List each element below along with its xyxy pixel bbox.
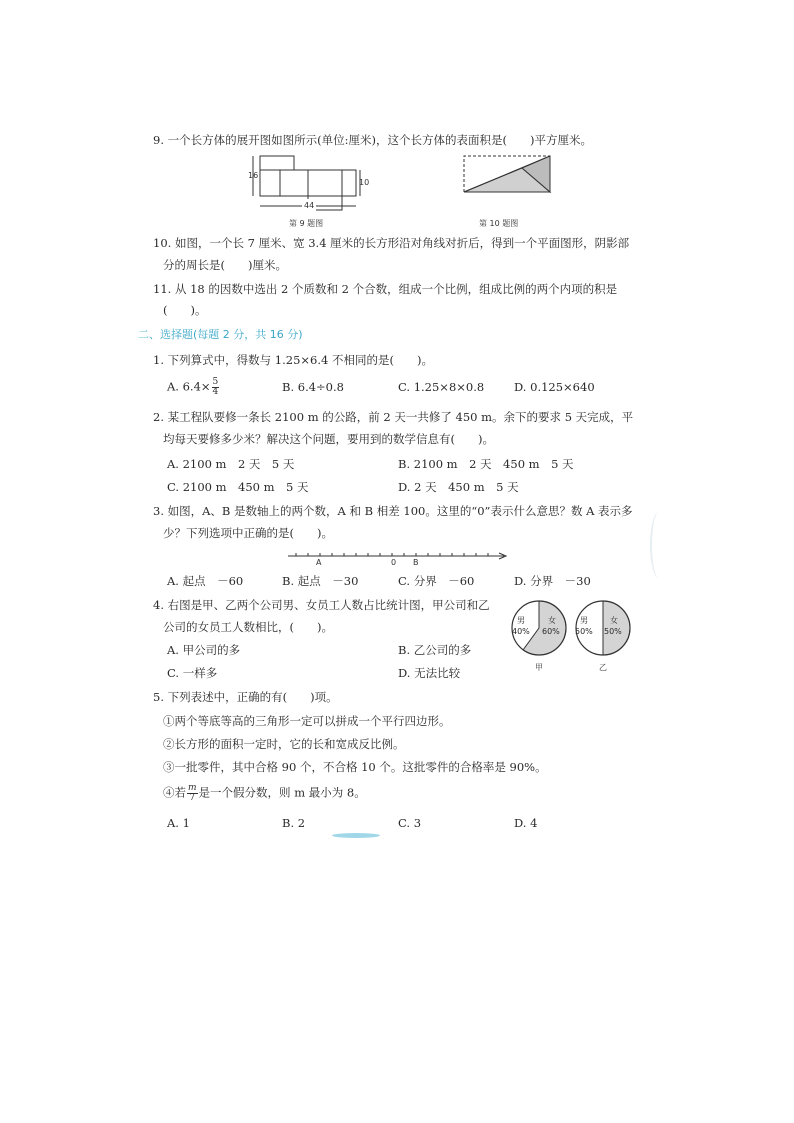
- c1-a-den: 4: [212, 387, 219, 397]
- q10-figure: [462, 154, 562, 212]
- c5-option-d[interactable]: D. 4: [514, 816, 538, 830]
- q9-dim-16: 16: [248, 171, 259, 180]
- c2-option-d[interactable]: D. 2 天 450 m 5 天: [398, 480, 519, 494]
- c5-statement-3: ③一批零件，其中合格 90 个，不合格 10 个。这批零件的合格率是 90%。: [163, 760, 547, 774]
- c5-option-a[interactable]: A. 1: [167, 816, 190, 830]
- c2-option-a[interactable]: A. 2100 m 2 天 5 天: [167, 457, 295, 471]
- c4-pie-jia-male: 男: [517, 616, 525, 625]
- c2-option-b[interactable]: B. 2100 m 2 天 450 m 5 天: [398, 457, 574, 471]
- q10-line2: 分的周长是( )厘米。: [163, 258, 287, 272]
- c1-option-d[interactable]: D. 0.125×640: [514, 380, 595, 394]
- c3-label-b: B: [413, 558, 419, 567]
- c3-option-b[interactable]: B. 起点 －30: [282, 574, 359, 588]
- c4-line1: 4. 右图是甲、乙两个公司男、女员工人数占比统计图，甲公司和乙: [153, 598, 490, 612]
- c4-pie-yi-female: 女: [610, 616, 618, 625]
- c1-a-prefix: A. 6.4×: [167, 379, 211, 394]
- scan-edge-shadow: [650, 512, 668, 578]
- c1-a-num: 5: [212, 377, 219, 387]
- q11-line1: 11. 从 18 的因数中选出 2 个质数和 2 个合数，组成一个比例，组成比例的两个内项的积是: [153, 282, 618, 296]
- c4-line2: 公司的女员工人数相比，( )。: [163, 620, 333, 634]
- q9-dim-10: 10: [359, 178, 370, 187]
- c3-line1: 3. 如图，A、B 是数轴上的两个数，A 和 B 相差 100。这里的“0”表示什么意思？数 A 表示多: [153, 504, 633, 518]
- c5-s4-fraction: [187, 784, 198, 803]
- c4-option-d[interactable]: D. 无法比较: [398, 666, 461, 680]
- c5-option-b[interactable]: B. 2: [282, 816, 306, 830]
- c2-line1: 2. 某工程队要修一条长 2100 m 的公路，前 2 天一共修了 450 m。余下的要求 5 天完成，平: [153, 410, 634, 424]
- c3-line2: 少？下列选项中正确的是( )。: [163, 526, 333, 540]
- c1-stem: 1. 下列算式中，得数与 1.25×6.4 不相同的是( )。: [153, 353, 433, 367]
- section-title: 二、选择题(每题 2 分，共 16 分): [138, 328, 303, 341]
- c4-pie-jia-female-pct: 60%: [542, 627, 560, 636]
- c3-label-0: 0: [391, 558, 397, 567]
- c5-statement-4: [163, 784, 366, 803]
- c5-statement-2: ②长方形的面积一定时，它的长和宽成反比例。: [163, 737, 405, 751]
- c5-option-c[interactable]: C. 3: [398, 816, 422, 830]
- c3-label-a: A: [316, 558, 322, 567]
- c5-s4-den: 7: [189, 793, 196, 803]
- q10-caption: 第 10 题图: [479, 219, 519, 228]
- q9-text: 9. 一个长方体的展开图如图所示(单位:厘米)，这个长方体的表面积是( )平方厘米。: [153, 133, 592, 147]
- c1-option-c[interactable]: C. 1.25×8×0.8: [398, 380, 485, 394]
- c5-s4-prefix: ④若: [163, 785, 186, 800]
- c2-line2: 均每天要修多少米？解决这个问题，要用到的数学信息有( )。: [163, 432, 494, 446]
- c1-a-fraction: [212, 378, 220, 397]
- c4-pie-yi-female-pct: 50%: [604, 627, 622, 636]
- c4-pie-yi-label: 乙: [599, 663, 607, 672]
- q11-line2: ( )。: [163, 303, 207, 317]
- q10-line1: 10. 如图，一个长 7 厘米、宽 3.4 厘米的长方形沿对角线对折后，得到一个平面图形，阴影部: [153, 236, 630, 250]
- c4-option-a[interactable]: A. 甲公司的多: [167, 643, 241, 657]
- c4-option-b[interactable]: B. 乙公司的多: [398, 643, 472, 657]
- c4-option-c[interactable]: C. 一样多: [167, 666, 218, 680]
- c4-pie-jia-male-pct: 40%: [512, 627, 530, 636]
- c3-option-d[interactable]: D. 分界 －30: [514, 574, 591, 588]
- c1-option-a[interactable]: [167, 378, 220, 397]
- c3-option-c[interactable]: C. 分界 －60: [398, 574, 475, 588]
- q9-caption: 第 9 题图: [289, 219, 324, 228]
- c5-s4-suffix: 是一个假分数，则 m 最小为 8。: [198, 785, 366, 800]
- c4-pie-jia-female: 女: [548, 616, 556, 625]
- c4-pie-jia-label: 甲: [535, 663, 543, 672]
- c4-pie-yi-male-pct: 50%: [575, 627, 593, 636]
- q9-dim-44: 44: [302, 199, 316, 213]
- c4-pie-yi-male: 男: [580, 616, 588, 625]
- c1-option-b[interactable]: B. 6.4÷0.8: [282, 380, 344, 394]
- q9-net-top: [260, 156, 294, 170]
- c5-s4-num: m: [188, 783, 197, 793]
- c3-option-a[interactable]: A. 起点 －60: [167, 574, 244, 588]
- c5-stem: 5. 下列表述中，正确的有( )项。: [153, 690, 338, 704]
- c2-option-c[interactable]: C. 2100 m 450 m 5 天: [167, 480, 309, 494]
- c5-statement-1: ①两个等底等高的三角形一定可以拼成一个平行四边形。: [163, 714, 451, 728]
- page-accent-mark: [332, 833, 380, 838]
